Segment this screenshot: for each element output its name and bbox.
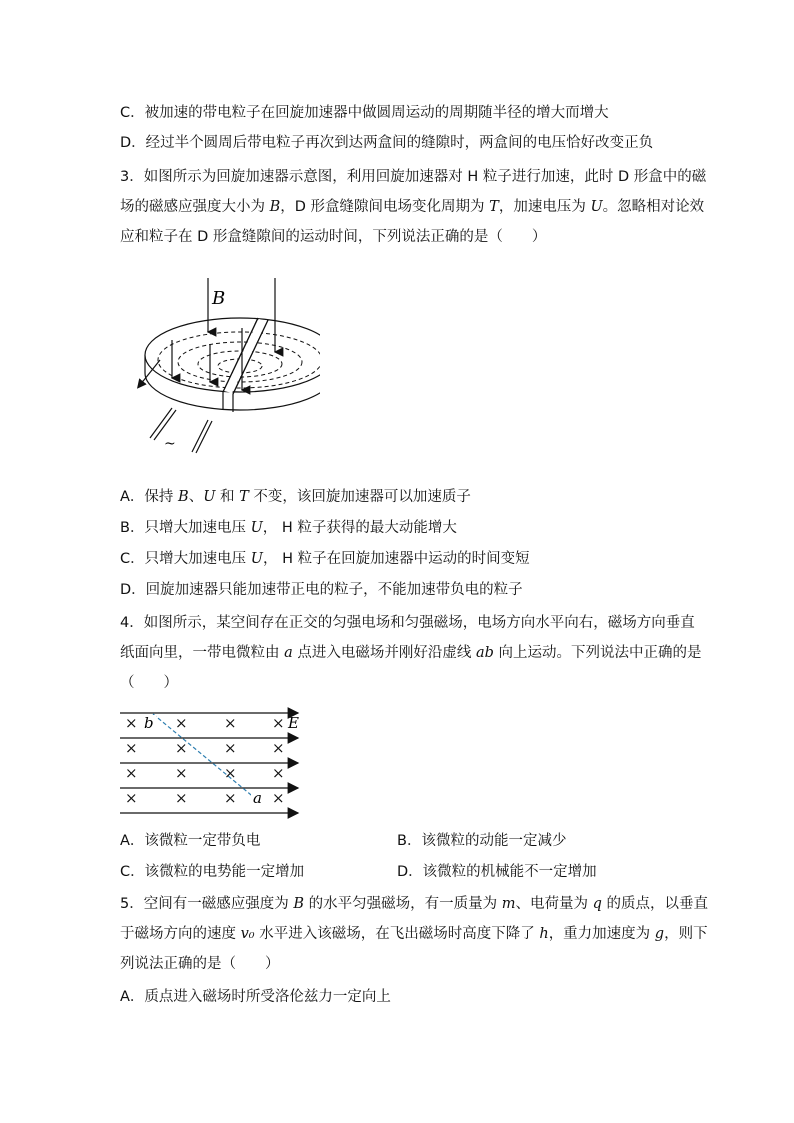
q3-var-u: U (203, 489, 216, 505)
magnetic-cross: × (125, 764, 138, 782)
magnetic-cross: × (125, 739, 138, 757)
q5-stem-text: 的水平匀强磁场，有一质量为 (304, 896, 502, 912)
q4-option-d: D．该微粒的机械能不一定增加 (397, 864, 597, 880)
label-e: E (288, 714, 299, 732)
q3-var-u: U (250, 520, 263, 536)
em-field-figure (118, 705, 318, 823)
option-text: 和 (215, 489, 240, 505)
q4-var-ab: ab (475, 645, 494, 661)
q5-stem-text: 5．空间有一磁感应强度为 (120, 896, 294, 912)
label-b: b (144, 714, 154, 732)
q4-option-c: C．该微粒的电势能一定增加 (120, 864, 305, 880)
option-text: ， H 粒子在回旋加速器中运动的时间变短 (262, 551, 530, 567)
q3-option-c (120, 549, 530, 569)
magnetic-cross: × (125, 789, 138, 807)
q3-stem-text: ，D 形盒缝隙间电场变化周期为 (280, 199, 490, 215)
q3-var-t: T (489, 199, 499, 215)
ac-symbol: ~ (164, 436, 176, 452)
magnetic-cross: × (224, 739, 237, 757)
q5-stem-line1 (120, 894, 708, 914)
q5-var-v0: v₀ (240, 926, 255, 942)
option-text: A．保持 (120, 489, 179, 505)
q3-var-u: U (590, 199, 603, 215)
magnetic-cross: × (175, 764, 188, 782)
option-text: 不变，该回旋加速器可以加速质子 (248, 489, 471, 505)
magnetic-cross: × (272, 739, 285, 757)
q3-stem-text: ，加速电压为 (498, 199, 591, 215)
lead-wire (196, 421, 212, 453)
magnetic-cross: × (175, 739, 188, 757)
q3-var-b: B (178, 489, 189, 505)
q4-option-b: B．该微粒的动能一定减少 (397, 833, 567, 849)
q3-stem-line3: 应和粒子在 D 形盒缝隙间的运动时间，下列说法正确的是（ ） (120, 229, 547, 245)
q3-option-a (120, 487, 471, 507)
magnetic-cross: × (224, 714, 237, 732)
q5-stem-text: ，重力加速度为 (548, 926, 655, 942)
q5-stem-line3: 列说法正确的是（ ） (120, 956, 280, 972)
q3-stem-text: 。忽略相对论效 (602, 199, 705, 215)
q3-option-d: D．回旋加速器只能加速带正电的粒子，不能加速带负电的粒子 (120, 582, 523, 598)
lead-wire (150, 408, 172, 438)
q2-option-c: C．被加速的带电粒子在回旋加速器中做圆周运动的周期随半径的增大而增大 (120, 105, 609, 121)
q5-stem-text: 、电荷量为 (515, 896, 593, 912)
q5-stem-text: ，则下 (664, 926, 708, 942)
option-text: C．只增大加速电压 (120, 551, 251, 567)
lead-wire (192, 420, 208, 452)
q5-stem-text: 的质点，以垂直 (601, 896, 708, 912)
q5-var-b: B (293, 896, 304, 912)
q4-option-a: A．该微粒一定带负电 (120, 833, 261, 849)
magnetic-cross: × (224, 789, 237, 807)
option-text: B．只增大加速电压 (120, 520, 251, 536)
q5-stem-line2 (120, 924, 708, 944)
label-a: a (253, 789, 262, 807)
q3-stem-text: 场的磁感应强度大小为 (120, 199, 270, 215)
q5-stem-text: 于磁场方向的速度 (120, 926, 241, 942)
magnetic-cross: × (272, 789, 285, 807)
q5-stem-text: 水平进入该磁场，在飞出磁场时高度下降了 (254, 926, 540, 942)
q4-var-a: a (284, 645, 293, 661)
label-b: B (212, 288, 226, 309)
q4-stem-line3: （ ） (120, 675, 178, 691)
q3-var-u: U (250, 551, 263, 567)
q3-stem-line1: 3．如图所示为回旋加速器示意图，利用回旋加速器对 H 粒子进行加速，此时 D 形盒中的磁 (120, 169, 707, 185)
q4-stem-text: 纸面向里，一带电微粒由 (120, 645, 285, 661)
q5-var-q: q (592, 896, 602, 912)
path-ab (153, 714, 256, 799)
q4-stem-line2 (120, 643, 702, 663)
q3-var-b: B (269, 199, 281, 215)
q4-stem-text: 向上运动。下列说法中正确的是 (493, 645, 702, 661)
q4-stem-line1: 4．如图所示，某空间存在正交的匀强电场和匀强磁场，电场方向水平向右，磁场方向垂直 (120, 615, 695, 631)
magnetic-cross: × (272, 764, 285, 782)
q3-var-t: T (239, 489, 249, 505)
magnetic-cross: × (175, 714, 188, 732)
q5-var-m: m (501, 896, 516, 912)
option-text: 、 (188, 489, 204, 505)
cyclotron-figure (120, 270, 320, 460)
magnetic-cross: × (125, 714, 138, 732)
q5-option-a: A．质点进入磁场时所受洛伦兹力一定向上 (120, 989, 391, 1005)
q3-stem-line2 (120, 197, 704, 217)
q5-var-h: h (539, 926, 549, 942)
q5-var-g: g (654, 926, 665, 942)
magnetic-cross: × (175, 789, 188, 807)
q2-option-d: D．经过半个圆周后带电粒子再次到达两盒间的缝隙时，两盒间的电压恰好改变正负 (120, 135, 654, 151)
magnetic-cross: × (224, 764, 237, 782)
q4-stem-text: 点进入电磁场并刚好沿虚线 (292, 645, 476, 661)
q3-option-b (120, 518, 457, 538)
magnetic-cross: × (272, 714, 285, 732)
option-text: ， H 粒子获得的最大动能增大 (262, 520, 457, 536)
